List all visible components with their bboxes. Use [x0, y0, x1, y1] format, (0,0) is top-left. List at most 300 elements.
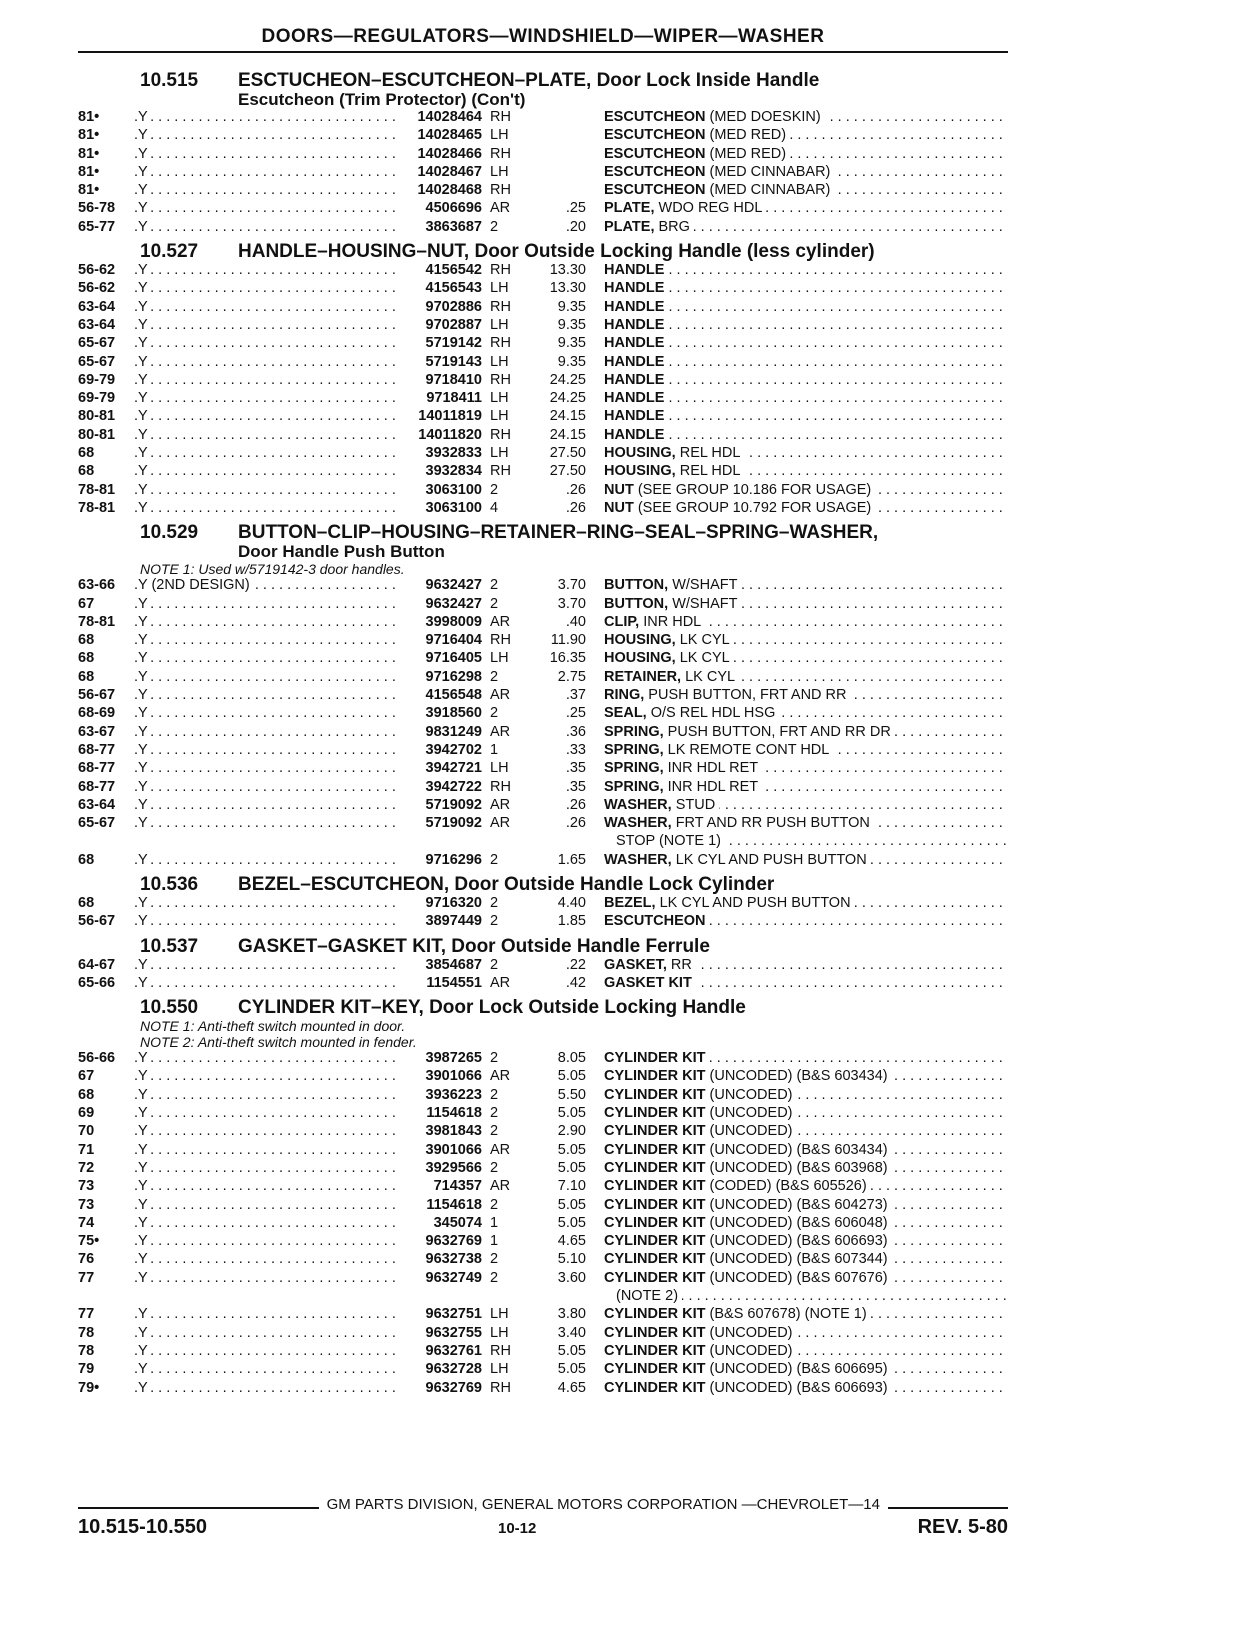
- description: [586, 127, 1008, 143]
- description: [586, 1160, 1008, 1176]
- description-detail: (CODED) (B&S 605526): [705, 1178, 867, 1195]
- section-heading: [78, 997, 1008, 1018]
- part-number: 1154618: [426, 1105, 482, 1122]
- description-keyword: SPRING,: [604, 723, 664, 740]
- description-text: [604, 669, 739, 685]
- description-text: [604, 390, 668, 406]
- description-text: [604, 500, 875, 516]
- description-keyword: BUTTON,: [604, 595, 669, 612]
- model-column: [134, 1233, 400, 1249]
- quantity: AR: [490, 796, 511, 813]
- part-row: [78, 687, 1008, 705]
- model-year: 63-67: [78, 723, 116, 740]
- section-number: 10.536: [140, 873, 199, 895]
- quantity: 2: [490, 851, 499, 868]
- part-row: [78, 650, 1008, 668]
- description-detail: LK REMOTE CONT HDL: [663, 741, 830, 758]
- model-year: 63-64: [78, 796, 116, 813]
- quantity: LH: [490, 408, 509, 425]
- part-row: [78, 797, 1008, 815]
- model-year: 65-67: [78, 335, 116, 352]
- description: [586, 705, 1008, 721]
- section-heading: [78, 70, 1008, 91]
- price: 13.30: [549, 280, 586, 297]
- footer-rule-left: [78, 1507, 319, 1509]
- description-detail: (UNCODED) (B&S 603434): [705, 1068, 888, 1085]
- quantity: LH: [490, 445, 509, 462]
- model-column: [134, 482, 400, 498]
- part-number: 9632427: [425, 595, 482, 612]
- description-keyword: CYLINDER KIT: [604, 1324, 706, 1341]
- footer-line: [78, 1496, 1008, 1513]
- part-row: [78, 1380, 1008, 1398]
- part-number: 4156542: [425, 262, 482, 279]
- part-number: 9718411: [426, 390, 482, 407]
- section-number: 10.515: [140, 70, 199, 91]
- description-keyword: ESCUTCHEON: [604, 163, 706, 180]
- description-detail: (B&S 607678) (NOTE 1): [705, 1306, 867, 1323]
- description-text: [604, 705, 779, 721]
- part-row: [78, 408, 1008, 426]
- model-column: [134, 427, 400, 443]
- description-detail: PUSH BUTTON, FRT AND RR DR: [663, 723, 891, 740]
- section-title: ESCTUCHEON–ESCUTCHEON–PLATE, Door Lock Inside Handle: [238, 70, 820, 91]
- description-keyword: SEAL,: [604, 705, 647, 722]
- description-keyword: CYLINDER KIT: [604, 1068, 706, 1085]
- part-number: 3901066: [425, 1141, 482, 1158]
- description-text: [604, 1050, 710, 1066]
- model-column: [134, 687, 400, 703]
- model-column: [134, 1105, 400, 1121]
- description-text: [604, 1142, 892, 1158]
- description-detail: (UNCODED) (B&S 603434): [705, 1141, 888, 1158]
- price: 5.05: [557, 1159, 586, 1176]
- description: [586, 815, 1008, 831]
- description-keyword: HOUSING,: [604, 445, 676, 462]
- price: 3.80: [557, 1306, 586, 1323]
- part-row: [78, 760, 1008, 778]
- description: [586, 299, 1008, 315]
- description-keyword: ESCUTCHEON: [604, 182, 706, 199]
- description-keyword: SPRING,: [604, 741, 664, 758]
- model-column: [134, 975, 400, 991]
- price: 5.05: [557, 1141, 586, 1158]
- part-row: [78, 1215, 1008, 1233]
- description-detail: LK CYL AND PUSH BUTTON: [655, 894, 851, 911]
- model-code: Y: [138, 426, 148, 443]
- quantity: RH: [490, 298, 511, 315]
- description-detail: LK CYL AND PUSH BUTTON: [671, 851, 867, 868]
- description-keyword: CYLINDER KIT: [604, 1196, 706, 1213]
- model-year: 69-79: [78, 390, 116, 407]
- model-year: 81•: [78, 127, 100, 144]
- model-code: Y: [138, 127, 148, 144]
- model-code: Y: [138, 687, 148, 704]
- model-code: Y: [138, 280, 148, 297]
- quantity: RH: [490, 109, 511, 125]
- quantity: 2: [490, 1086, 499, 1103]
- part-number: 4156543: [425, 280, 482, 297]
- model-year: 73: [78, 1178, 95, 1195]
- quantity: LH: [490, 1361, 509, 1378]
- part-row: [78, 724, 1008, 742]
- section-heading: [78, 522, 1008, 543]
- description-keyword: NUT: [604, 481, 634, 498]
- description-keyword: HANDLE: [604, 408, 665, 425]
- quantity: RH: [490, 632, 511, 649]
- model-column: [134, 390, 400, 406]
- description-text: [604, 742, 833, 758]
- model-code: Y: [138, 298, 148, 315]
- model-year: 79: [78, 1361, 95, 1378]
- model-code: Y: [138, 335, 148, 352]
- description-text: [604, 219, 694, 235]
- model-code: Y: [138, 668, 148, 685]
- description-detail: LK CYL: [681, 668, 736, 685]
- part-number: 714357: [433, 1178, 482, 1195]
- price: 3.60: [557, 1269, 586, 1286]
- model-column: [134, 354, 400, 370]
- part-row: [78, 669, 1008, 687]
- quantity: 2: [490, 577, 499, 594]
- description: [586, 913, 1008, 929]
- description-detail: (SEE GROUP 10.186 FOR USAGE): [633, 481, 872, 498]
- description-text: [604, 614, 705, 630]
- description-keyword: CYLINDER KIT: [604, 1178, 706, 1195]
- model-column: [134, 408, 400, 424]
- model-year: 68-77: [78, 760, 116, 777]
- model-code: Y: [138, 1050, 148, 1067]
- price: 2.90: [557, 1123, 586, 1140]
- model-year: 65-67: [78, 815, 116, 832]
- part-number: 5719092: [425, 796, 482, 813]
- description: [586, 1361, 1008, 1377]
- model-code: Y: [138, 913, 148, 930]
- part-number: 9632761: [425, 1342, 482, 1359]
- description-keyword: BEZEL,: [604, 894, 656, 911]
- model-code: Y: [138, 650, 148, 667]
- part-row: [78, 1306, 1008, 1324]
- description-keyword: CYLINDER KIT: [604, 1214, 706, 1231]
- part-row: [78, 913, 1008, 931]
- description-text: [604, 1105, 797, 1121]
- price: 5.05: [557, 1068, 586, 1085]
- description-keyword: WASHER,: [604, 796, 672, 813]
- header-rule: [78, 51, 1008, 53]
- model-code: Y: [138, 371, 148, 388]
- description-keyword: ESCUTCHEON: [604, 145, 706, 162]
- description-keyword: CYLINDER KIT: [604, 1342, 706, 1359]
- description-keyword: CYLINDER KIT: [604, 1251, 706, 1268]
- description: [586, 669, 1008, 685]
- description: [586, 650, 1008, 666]
- model-column: [134, 500, 400, 516]
- model-year: 79•: [78, 1379, 100, 1396]
- description-detail: STOP (NOTE 1): [616, 833, 722, 850]
- model-code: Y: [138, 481, 148, 498]
- part-row: [78, 1233, 1008, 1251]
- description-text: [604, 182, 834, 198]
- description: [586, 895, 1008, 911]
- description-keyword: CYLINDER KIT: [604, 1050, 706, 1067]
- price: 5.05: [557, 1342, 586, 1359]
- model-code: Y: [138, 796, 148, 813]
- description-keyword: HANDLE: [604, 371, 665, 388]
- price: 27.50: [549, 463, 586, 480]
- description-keyword: CYLINDER KIT: [604, 1105, 706, 1122]
- description-detail: INR HDL: [639, 613, 702, 630]
- part-number: 5719143: [425, 353, 482, 370]
- description-text: [604, 957, 696, 973]
- quantity: 2: [490, 1269, 499, 1286]
- price: 5.05: [557, 1361, 586, 1378]
- part-number: 3932833: [425, 445, 482, 462]
- model-code: Y: [138, 109, 148, 125]
- description-detail: (MED RED): [705, 145, 787, 162]
- model-column: [134, 1142, 400, 1158]
- description: [586, 146, 1008, 162]
- description: [586, 632, 1008, 648]
- description-text: [604, 724, 895, 740]
- model-year: 69: [78, 1105, 95, 1122]
- description-keyword: GASKET KIT: [604, 974, 692, 991]
- model-column: [134, 724, 400, 740]
- description: [586, 317, 1008, 333]
- model-year: 81•: [78, 163, 100, 180]
- model-code: Y: [138, 390, 148, 407]
- section-subtitle: Escutcheon (Trim Protector) (Con't): [238, 90, 526, 109]
- part-row: [78, 109, 1008, 127]
- part-number: 9632751: [425, 1306, 482, 1323]
- part-number: 345074: [433, 1214, 482, 1231]
- footer-corporation: GM PARTS DIVISION, GENERAL MOTORS CORPORATION —CHEVROLET—14: [326, 1496, 880, 1513]
- model-column: [134, 1160, 400, 1176]
- description-text: [604, 797, 719, 813]
- part-number: 5719142: [425, 335, 482, 352]
- description-text: [604, 1197, 892, 1213]
- description: [586, 335, 1008, 351]
- price: .42: [565, 974, 586, 991]
- model-code: Y: [138, 353, 148, 370]
- description-text: [604, 127, 790, 143]
- description-text: [604, 913, 710, 929]
- section-note: NOTE 2: Anti-theft switch mounted in fender.: [140, 1034, 417, 1051]
- model-column: [134, 200, 400, 216]
- part-row: [78, 1105, 1008, 1123]
- part-number: 1154618: [426, 1196, 482, 1213]
- model-year: 56-66: [78, 1050, 116, 1067]
- description-detail: WDO REG HDL: [654, 200, 763, 217]
- model-year: 68: [78, 668, 95, 685]
- part-row: [78, 1361, 1008, 1379]
- model-year: 78: [78, 1342, 95, 1359]
- price: 5.50: [557, 1086, 586, 1103]
- model-code: Y: [138, 1123, 148, 1140]
- model-code: Y: [138, 956, 148, 973]
- description-keyword: HANDLE: [604, 280, 665, 297]
- description-text: [604, 164, 834, 180]
- description: [586, 596, 1008, 612]
- description-keyword: RING,: [604, 687, 645, 704]
- price: 3.40: [557, 1324, 586, 1341]
- model-year: 73: [78, 1196, 95, 1213]
- description-text: [604, 1160, 892, 1176]
- model-code: Y (2ND DESIGN): [138, 577, 250, 594]
- quantity: 4: [490, 499, 499, 516]
- model-column: [134, 280, 400, 296]
- description-text: [604, 852, 871, 868]
- model-column: [134, 109, 400, 125]
- description-detail: PUSH BUTTON, FRT AND RR: [644, 687, 847, 704]
- model-code: Y: [138, 499, 148, 516]
- description: [586, 182, 1008, 198]
- description-detail: (MED RED): [705, 127, 787, 144]
- part-number: 3863687: [425, 218, 482, 235]
- model-year: 78-81: [78, 499, 116, 516]
- quantity: 2: [490, 595, 499, 612]
- model-column: [134, 1380, 400, 1396]
- model-code: Y: [138, 815, 148, 832]
- description: [586, 1197, 1008, 1213]
- quantity: 2: [490, 705, 499, 722]
- continuation-row: [78, 1288, 1008, 1306]
- quantity: RH: [490, 371, 511, 388]
- model-year: 80-81: [78, 426, 116, 443]
- description-detail: REL HDL: [675, 445, 741, 462]
- model-column: [134, 1306, 400, 1322]
- quantity: 2: [490, 1251, 499, 1268]
- part-number: 9632427: [425, 577, 482, 594]
- part-row: [78, 1251, 1008, 1269]
- model-code: [138, 1288, 140, 1304]
- model-year: 67: [78, 1068, 95, 1085]
- model-code: Y: [138, 632, 148, 649]
- part-number: 3981843: [425, 1123, 482, 1140]
- part-number: 3063100: [425, 499, 482, 516]
- description-detail: W/SHAFT: [668, 595, 738, 612]
- model-code: Y: [138, 705, 148, 722]
- price: 11.90: [550, 632, 586, 649]
- model-year: 56-67: [78, 913, 116, 930]
- description-text: [604, 109, 825, 125]
- quantity: LH: [490, 760, 509, 777]
- description: [586, 1380, 1008, 1396]
- model-year: 74: [78, 1214, 95, 1231]
- description: [586, 724, 1008, 740]
- description: [586, 262, 1008, 278]
- parts-listing: [78, 66, 1008, 1398]
- price: .20: [565, 218, 586, 235]
- price: .35: [565, 760, 586, 777]
- model-year: 65-77: [78, 218, 116, 235]
- model-code: Y: [138, 741, 148, 758]
- price: .33: [565, 741, 586, 758]
- model-column: [134, 833, 400, 849]
- part-row: [78, 372, 1008, 390]
- part-number: 9632728: [425, 1361, 482, 1378]
- description-detail: (UNCODED) (B&S 606048): [705, 1214, 888, 1231]
- price: 9.35: [557, 316, 586, 333]
- price: 24.15: [549, 408, 586, 425]
- model-year: 68-69: [78, 705, 116, 722]
- section-number: 10.529: [140, 522, 199, 544]
- price: 24.15: [549, 426, 586, 443]
- part-row: [78, 482, 1008, 500]
- section-heading: [78, 874, 1008, 895]
- part-row: [78, 463, 1008, 481]
- model-column: [134, 219, 400, 235]
- description-text: [604, 1361, 892, 1377]
- part-row: [78, 1325, 1008, 1343]
- description-keyword: HOUSING,: [604, 632, 676, 649]
- price: 5.10: [557, 1251, 586, 1268]
- part-row: [78, 354, 1008, 372]
- model-column: [134, 164, 400, 180]
- model-code: Y: [138, 851, 148, 868]
- description-text: [604, 815, 874, 831]
- model-code: Y: [138, 1306, 148, 1323]
- part-number: 3932834: [425, 463, 482, 480]
- part-row: [78, 182, 1008, 200]
- description-text: [604, 408, 668, 424]
- model-column: [134, 1068, 400, 1084]
- description: [586, 200, 1008, 216]
- description: [586, 1123, 1008, 1139]
- model-column: [134, 1325, 400, 1341]
- description-keyword: CYLINDER KIT: [604, 1269, 706, 1286]
- model-column: [134, 262, 400, 278]
- description-text: [604, 596, 741, 612]
- model-year: 63-64: [78, 316, 116, 333]
- model-code: Y: [138, 613, 148, 630]
- model-column: [134, 815, 400, 831]
- description: [586, 354, 1008, 370]
- part-number: 3942721: [425, 760, 482, 777]
- price: 5.05: [557, 1105, 586, 1122]
- description: [586, 614, 1008, 630]
- part-row: [78, 200, 1008, 218]
- model-code: Y: [138, 1178, 148, 1195]
- quantity: 2: [490, 913, 499, 930]
- description: [586, 1288, 1008, 1304]
- model-column: [134, 779, 400, 795]
- part-row: [78, 146, 1008, 164]
- description-keyword: HOUSING,: [604, 463, 676, 480]
- model-column: [134, 182, 400, 198]
- description-keyword: HANDLE: [604, 353, 665, 370]
- description: [586, 408, 1008, 424]
- description-detail: LK CYL: [675, 650, 730, 667]
- quantity: RH: [490, 1342, 511, 1359]
- part-number: 9632738: [425, 1251, 482, 1268]
- price: 9.35: [557, 335, 586, 352]
- model-year: 56-62: [78, 262, 116, 279]
- model-code: Y: [138, 1196, 148, 1213]
- quantity: AR: [490, 613, 511, 630]
- price: 16.35: [549, 650, 586, 667]
- model-year: 81•: [78, 109, 100, 125]
- model-code: Y: [138, 316, 148, 333]
- model-year: 68: [78, 1086, 95, 1103]
- quantity: AR: [490, 815, 511, 832]
- price: 4.65: [557, 1379, 586, 1396]
- description: [586, 687, 1008, 703]
- description-detail: STUD: [671, 796, 716, 813]
- model-code: Y: [138, 1159, 148, 1176]
- part-row: [78, 299, 1008, 317]
- model-year: 72: [78, 1159, 95, 1176]
- model-column: [134, 299, 400, 315]
